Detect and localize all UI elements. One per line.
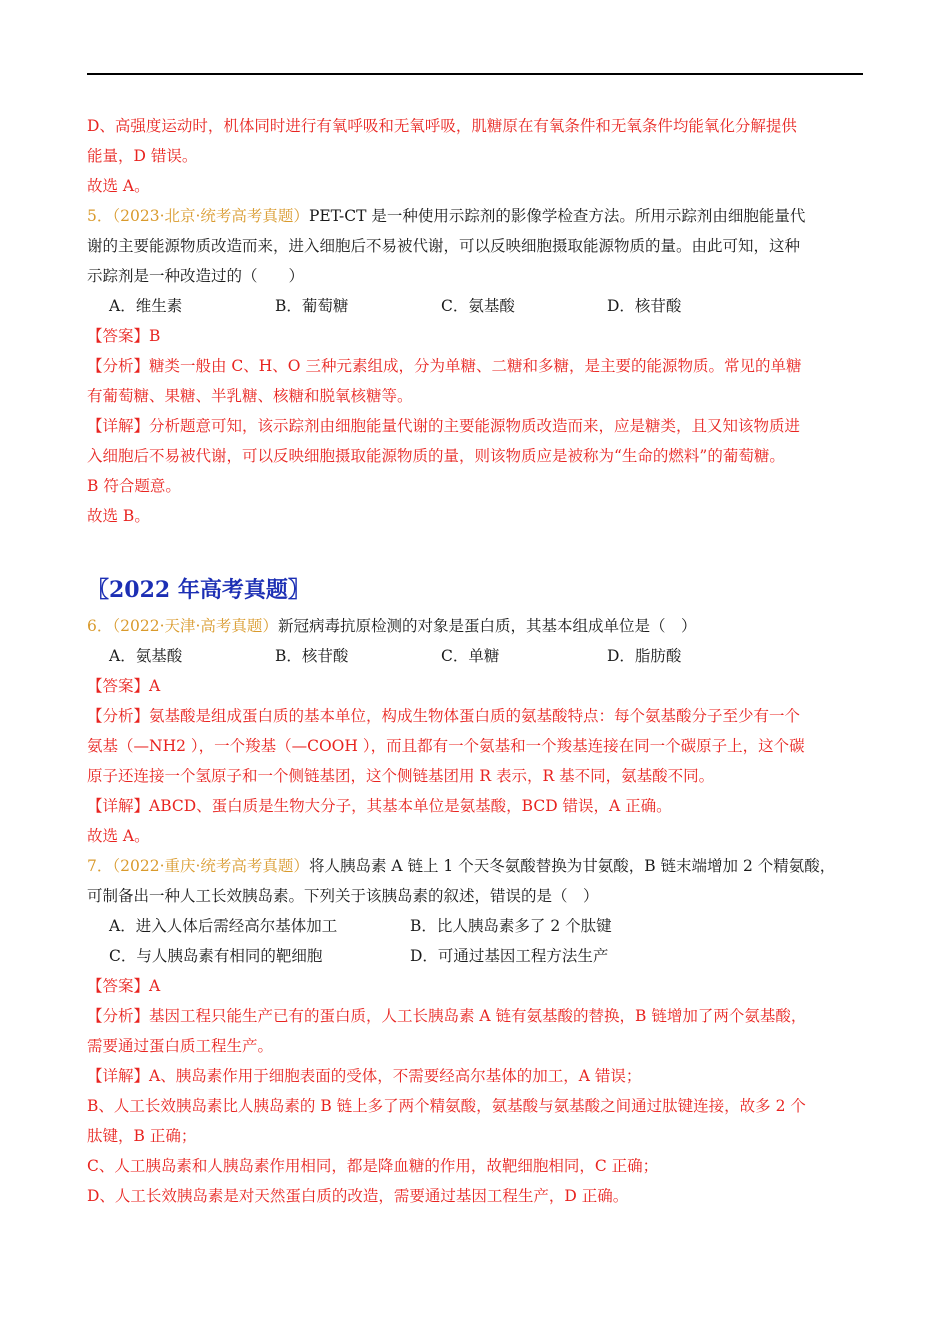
q6-number: 6． [87, 617, 113, 635]
q7-option-b: B．比人胰岛素多了 2 个肽键 [410, 917, 612, 935]
q7-option-c: C．与人胰岛素有相同的靶细胞 [109, 947, 323, 965]
q7-options-row2 [87, 941, 863, 971]
q7-source: （2022·重庆·统考高考真题） [112, 857, 309, 875]
q7-stem-text: 将人胰岛素 A 链上 1 个天冬氨酸替换为甘氨酸，B 链末端增加 2 个精氨酸， [308, 857, 836, 875]
q6-option-c: C．单糖 [441, 647, 500, 665]
q7-stem-line2: 可制备出一种人工长效胰岛素。下列关于该胰岛素的叙述，错误的是（ ） [87, 887, 599, 905]
q6-conclusion: 故选 A。 [87, 827, 150, 845]
q5-stem-line2: 谢的主要能源物质改造而来，进入细胞后不易被代谢，可以反映细胞摄取能源物质的量。由此可知，这种 [87, 237, 801, 255]
header-rule [87, 73, 863, 75]
q7-analysis: 【分析】基因工程只能生产已有的蛋白质，人工长胰岛素 A 链有氨基酸的替换，B 链增加了两个氨基酸， [87, 1007, 807, 1025]
q7-option-d: D．可通过基因工程方法生产 [410, 947, 609, 965]
q5-conclusion: 故选 B。 [87, 507, 150, 525]
q6-source: （2022·天津·高考真题） [112, 617, 278, 635]
q4-option-d-explanation: D、高强度运动时，机体同时进行有氧呼吸和无氧呼吸，肌糖原在有氧条件和无氧条件均能氧化分解提供 [87, 117, 797, 135]
q5-stem-text: PET-CT 是一种使用示踪剂的影像学检查方法。所用示踪剂由细胞能量代 [308, 207, 806, 225]
q5-analysis: 【分析】糖类一般由 C、H、O 三种元素组成，分为单糖、二糖和多糖，是主要的能源物质。常见的单糖 [87, 357, 802, 375]
q6-analysis-cont: 氨基（—NH2 ），一个羧基（—COOH ），而且都有一个氨基和一个羧基连接在同一个碳原子上，这个碳 [87, 737, 805, 755]
q7-detail-d: D、人工长效胰岛素是对天然蛋白质的改造，需要通过基因工程生产，D 正确。 [87, 1187, 629, 1205]
q6-analysis-cont2: 原子还连接一个氢原子和一个侧链基团，这个侧链基团用 R 表示，R 基不同，氨基酸不同。 [87, 767, 715, 785]
q7-stem [87, 851, 863, 881]
q7-detail-b-cont: 肽键，B 正确； [87, 1127, 197, 1145]
q5-option-a: A．维生素 [109, 297, 183, 315]
section-heading-2022: 〖2022 年高考真题〗 [87, 577, 310, 603]
q5-option-b: B．葡萄糖 [275, 297, 349, 315]
q5-answer: 【答案】B [87, 327, 161, 345]
q6-option-a: A．氨基酸 [109, 647, 183, 665]
q7-option-a: A．进入人体后需经高尔基体加工 [109, 917, 338, 935]
page-content [87, 111, 863, 1211]
q7-detail: 【详解】A、胰岛素作用于细胞表面的受体，不需要经高尔基体的加工，A 错误； [87, 1067, 642, 1085]
q7-analysis-cont: 需要通过蛋白质工程生产。 [87, 1037, 274, 1055]
q7-options-row1 [87, 911, 863, 941]
q5-options [87, 291, 863, 321]
q7-detail-b: B、人工长效胰岛素比人胰岛素的 B 链上多了两个精氨酸，氨基酸与氨基酸之间通过肽键连接，故多 2 个 [87, 1097, 806, 1115]
q6-option-d: D．脂肪酸 [607, 647, 682, 665]
q5-stem-line3: 示踪剂是一种改造过的（ ） [87, 267, 305, 285]
q5-analysis-cont: 有葡萄糖、果糖、半乳糖、核糖和脱氧核糖等。 [87, 387, 413, 405]
q7-number: 7． [87, 857, 113, 875]
q7-answer: 【答案】A [87, 977, 161, 995]
q6-detail: 【详解】ABCD、蛋白质是生物大分子，其基本单位是氨基酸，BCD 错误，A 正确。 [87, 797, 672, 815]
q6-analysis: 【分析】氨基酸是组成蛋白质的基本单位，构成生物体蛋白质的氨基酸特点：每个氨基酸分子至少有一个 [87, 707, 801, 725]
q5-stem [87, 201, 863, 231]
q4-conclusion: 故选 A。 [87, 177, 150, 195]
q5-detail-cont: 入细胞后不易被代谢，可以反映细胞摄取能源物质的量，则该物质应是被称为“生命的燃料”的葡萄糖。 [87, 447, 785, 465]
q7-detail-c: C、人工胰岛素和人胰岛素作用相同，都是降血糖的作用，故靶细胞相同，C 正确； [87, 1157, 659, 1175]
q5-option-d: D．核苷酸 [607, 297, 682, 315]
q6-answer: 【答案】A [87, 677, 161, 695]
q5-detail: 【详解】分析题意可知，该示踪剂由细胞能量代谢的主要能源物质改造而来，应是糖类，且又知该物质进 [87, 417, 801, 435]
q6-option-b: B．核苷酸 [275, 647, 349, 665]
q5-option-c: C．氨基酸 [441, 297, 515, 315]
q6-stem [87, 611, 863, 641]
q5-detail-cont2: B 符合题意。 [87, 477, 181, 495]
q5-number: 5． [87, 207, 113, 225]
q4-option-d-explanation-cont: 能量，D 错误。 [87, 147, 198, 165]
q5-source: （2023·北京·统考高考真题） [112, 207, 309, 225]
q6-stem-text: 新冠病毒抗原检测的对象是蛋白质，其基本组成单位是（ ） [277, 617, 697, 635]
q6-options [87, 641, 863, 671]
